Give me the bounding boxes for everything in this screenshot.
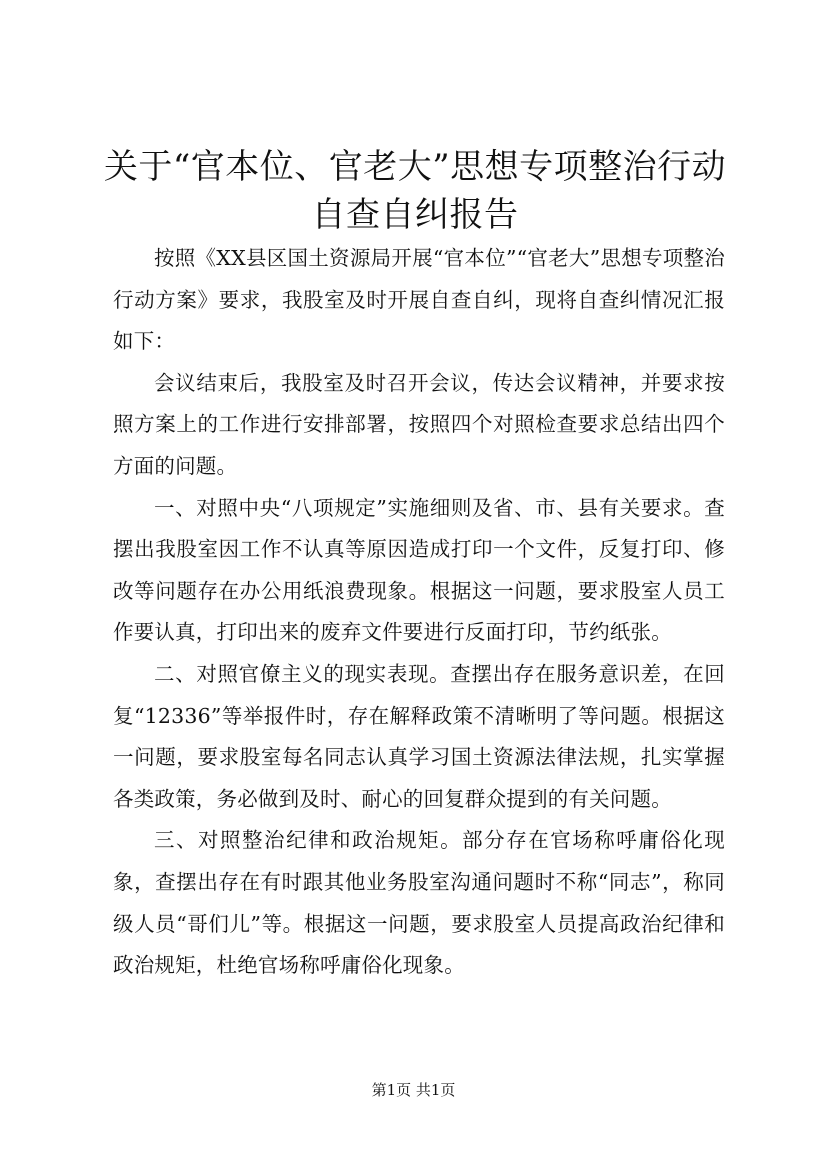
paragraph-intro: 按照《XX县区国土资源局开展“官本位”“官老大”思想专项整治行动方案》要求，我股室及时开展自查自纠，现将自查纠情况汇报如下：: [113, 246, 725, 354]
paragraph-item-one: 一、对照中央“八项规定”实施细则及省、市、县有关要求。查摆出我股室因工作不认真等原因造成打印一个文件，反复打印、修改等问题存在办公用纸浪费现象。根据这一问题，要求股室人员工作要认真，打印出来的废弃文件要进行反面打印，节约纸张。: [113, 495, 725, 645]
paragraph-meeting: 会议结束后，我股室及时召开会议，传达会议精神，并要求按照方案上的工作进行安排部署，按照四个对照检查要求总结出四个方面的问题。: [113, 370, 725, 478]
paragraph-item-two: 二、对照官僚主义的现实表现。查摆出存在服务意识差，在回复“12336”等举报件时，存在解释政策不清晰明了等问题。根据这一问题，要求股室每名同志认真学习国土资源法律法规，扎实掌握各类政策，务必做到及时、耐心的回复群众提到的有关问题。: [113, 661, 725, 811]
page-footer: 第1页 共1页: [371, 1081, 456, 1099]
paragraph-item-three: 三、对照整治纪律和政治规矩。部分存在官场称呼庸俗化现象，查摆出存在有时跟其他业务股室沟通问题时不称“同志”，称同级人员“哥们儿”等。根据这一问题，要求股室人员提高政治纪律和政治规矩，杜绝官场称呼庸俗化现象。: [113, 828, 725, 978]
document-title: 关于“官本位、官老大”思想专项整治行动自查自纠报告: [103, 147, 727, 235]
document-body: [113, 238, 725, 987]
